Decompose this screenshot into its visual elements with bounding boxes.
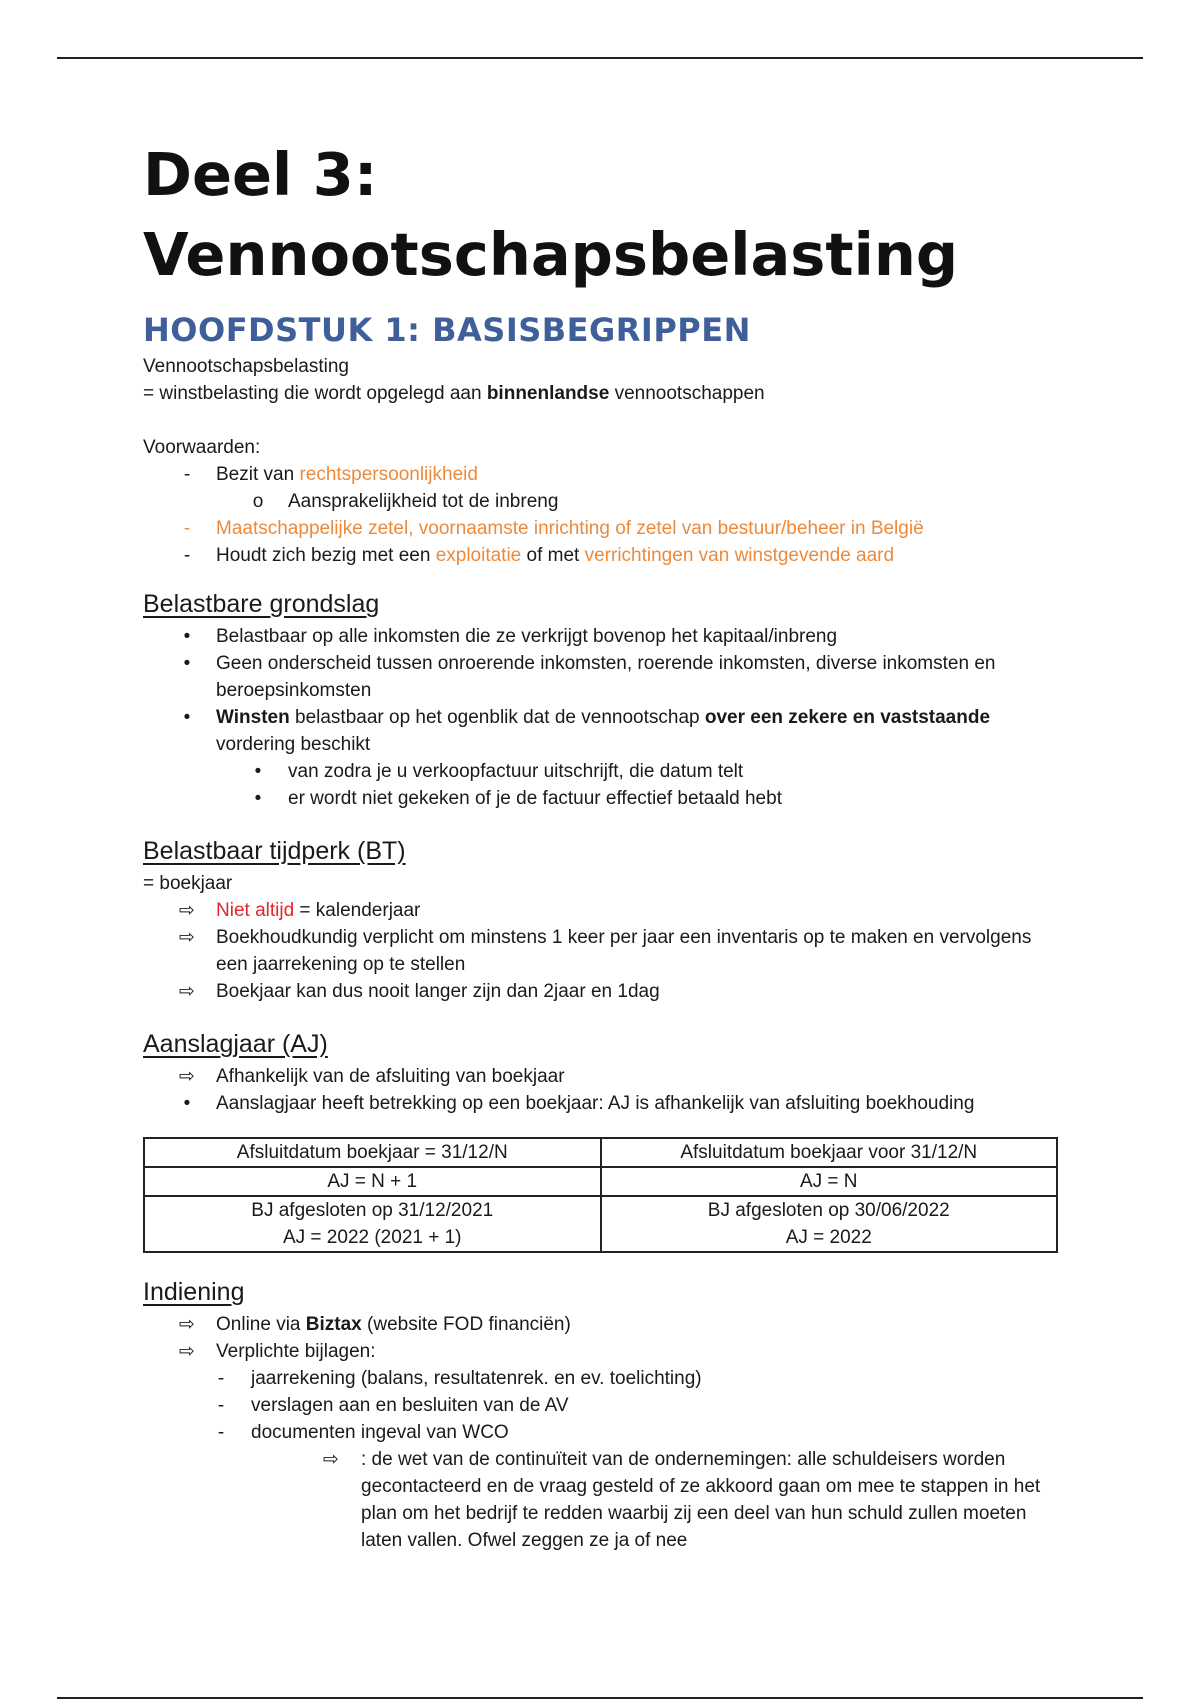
dot-bullet-icon: • xyxy=(183,707,191,728)
list-item: ⇨ Afhankelijk van de afsluiting van boekjaar xyxy=(143,1063,1063,1090)
chapter-heading: HOOFDSTUK 1: BASISBEGRIPPEN xyxy=(143,311,751,349)
list-item: ⇨ Boekhoudkundig verplicht om minstens 1 keer per jaar een inventaris op te maken en vervolgens een jaarrekening op te stellen xyxy=(143,924,1063,978)
list-item: ⇨ Verplichte bijlagen: xyxy=(143,1338,1063,1365)
arrow-bullet-icon: ⇨ xyxy=(179,1314,195,1335)
table-cell: Afsluitdatum boekjaar voor 31/12/N xyxy=(601,1138,1058,1167)
dash-bullet-icon: - xyxy=(183,464,191,485)
section-heading-tijdperk: Belastbaar tijdperk (BT) xyxy=(143,837,406,865)
document-page xyxy=(143,135,1063,1554)
top-rule xyxy=(57,57,1143,59)
dot-bullet-icon: • xyxy=(254,788,262,809)
list-item: - Bezit van rechtspersoonlijkheid xyxy=(143,461,1063,488)
section-heading-indiening: Indiening xyxy=(143,1278,245,1306)
tijdperk-definition: = boekjaar xyxy=(143,873,233,894)
dash-bullet-icon: - xyxy=(217,1422,225,1443)
arrow-bullet-icon: ⇨ xyxy=(179,1341,195,1362)
table-row xyxy=(144,1138,1057,1167)
list-item: • er wordt niet gekeken of je de factuur effectief betaald hebt xyxy=(143,785,1063,812)
table-row xyxy=(144,1167,1057,1196)
list-item: ⇨ Online via Biztax (website FOD financiën) xyxy=(143,1311,1063,1338)
table-cell: BJ afgesloten op 31/12/2021 AJ = 2022 (2021 + 1) xyxy=(144,1196,601,1252)
list-item: - jaarrekening (balans, resultatenrek. en ev. toelichting) xyxy=(143,1365,1063,1392)
section-heading-aanslagjaar: Aanslagjaar (AJ) xyxy=(143,1030,328,1058)
list-item: - Houdt zich bezig met een exploitatie of met verrichtingen van winstgevende aard xyxy=(143,542,1063,569)
voorwaarden-label: Voorwaarden: xyxy=(143,437,261,458)
list-item: ⇨ Boekjaar kan dus nooit langer zijn dan 2jaar en 1dag xyxy=(143,978,1063,1005)
list-item: - Maatschappelijke zetel, voornaamste inrichting of zetel van bestuur/beheer in België xyxy=(143,515,1063,542)
list-item: - verslagen aan en besluiten van de AV xyxy=(143,1392,1063,1419)
dot-bullet-icon: • xyxy=(254,761,262,782)
list-item: • van zodra je u verkoopfactuur uitschrijft, die datum telt xyxy=(143,758,1063,785)
arrow-bullet-icon: ⇨ xyxy=(179,1066,195,1087)
aanslagjaar-table xyxy=(143,1137,1058,1253)
dash-bullet-icon: - xyxy=(217,1368,225,1389)
list-item: • Belastbaar op alle inkomsten die ze verkrijgt bovenop het kapitaal/inbreng xyxy=(143,623,1063,650)
list-item: o Aansprakelijkheid tot de inbreng xyxy=(143,488,1063,515)
circle-bullet-icon: o xyxy=(252,491,264,512)
section-heading-grondslag: Belastbare grondslag xyxy=(143,590,380,618)
table-cell: Afsluitdatum boekjaar = 31/12/N xyxy=(144,1138,601,1167)
dot-bullet-icon: • xyxy=(183,626,191,647)
dash-bullet-icon: - xyxy=(183,518,191,539)
arrow-bullet-icon: ⇨ xyxy=(179,927,195,948)
dash-bullet-icon: - xyxy=(183,545,191,566)
list-item: • Winsten belastbaar op het ogenblik dat de vennootschap over een zekere en vaststaande vordering beschikt xyxy=(143,704,1063,758)
dot-bullet-icon: • xyxy=(183,653,191,674)
table-cell: AJ = N xyxy=(601,1167,1058,1196)
bottom-rule xyxy=(57,1697,1143,1699)
table-cell: AJ = N + 1 xyxy=(144,1167,601,1196)
dot-bullet-icon: • xyxy=(183,1093,191,1114)
intro-definition: = winstbelasting die wordt opgelegd aan binnenlandse vennootschappen xyxy=(143,383,765,404)
arrow-bullet-icon: ⇨ xyxy=(323,1449,339,1470)
intro-term: Vennootschapsbelasting xyxy=(143,356,349,377)
list-item: • Geen onderscheid tussen onroerende inkomsten, roerende inkomsten, diverse inkomsten en beroepsinkomsten xyxy=(143,650,1063,704)
list-item: ⇨ : de wet van de continuïteit van de ondernemingen: alle schuldeisers worden gecontacteerd en de vraag gesteld of ze akkoord gaan om mee te stappen in het plan om het bedrijf te redden waarbij zij een deel van hun schuld zullen moeten laten vallen. Ofwel zeggen ze ja of nee xyxy=(143,1446,1063,1554)
table-cell: BJ afgesloten op 30/06/2022 AJ = 2022 xyxy=(601,1196,1058,1252)
dash-bullet-icon: - xyxy=(217,1395,225,1416)
list-item: ⇨ Niet altijd = kalenderjaar xyxy=(143,897,1063,924)
table-row xyxy=(144,1196,1057,1252)
arrow-bullet-icon: ⇨ xyxy=(179,900,195,921)
arrow-bullet-icon: ⇨ xyxy=(179,981,195,1002)
list-item: • Aanslagjaar heeft betrekking op een boekjaar: AJ is afhankelijk van afsluiting boekhouding xyxy=(143,1090,1063,1117)
page-title: Deel 3: Vennootschapsbelasting xyxy=(143,140,959,289)
list-item: - documenten ingeval van WCO xyxy=(143,1419,1063,1446)
